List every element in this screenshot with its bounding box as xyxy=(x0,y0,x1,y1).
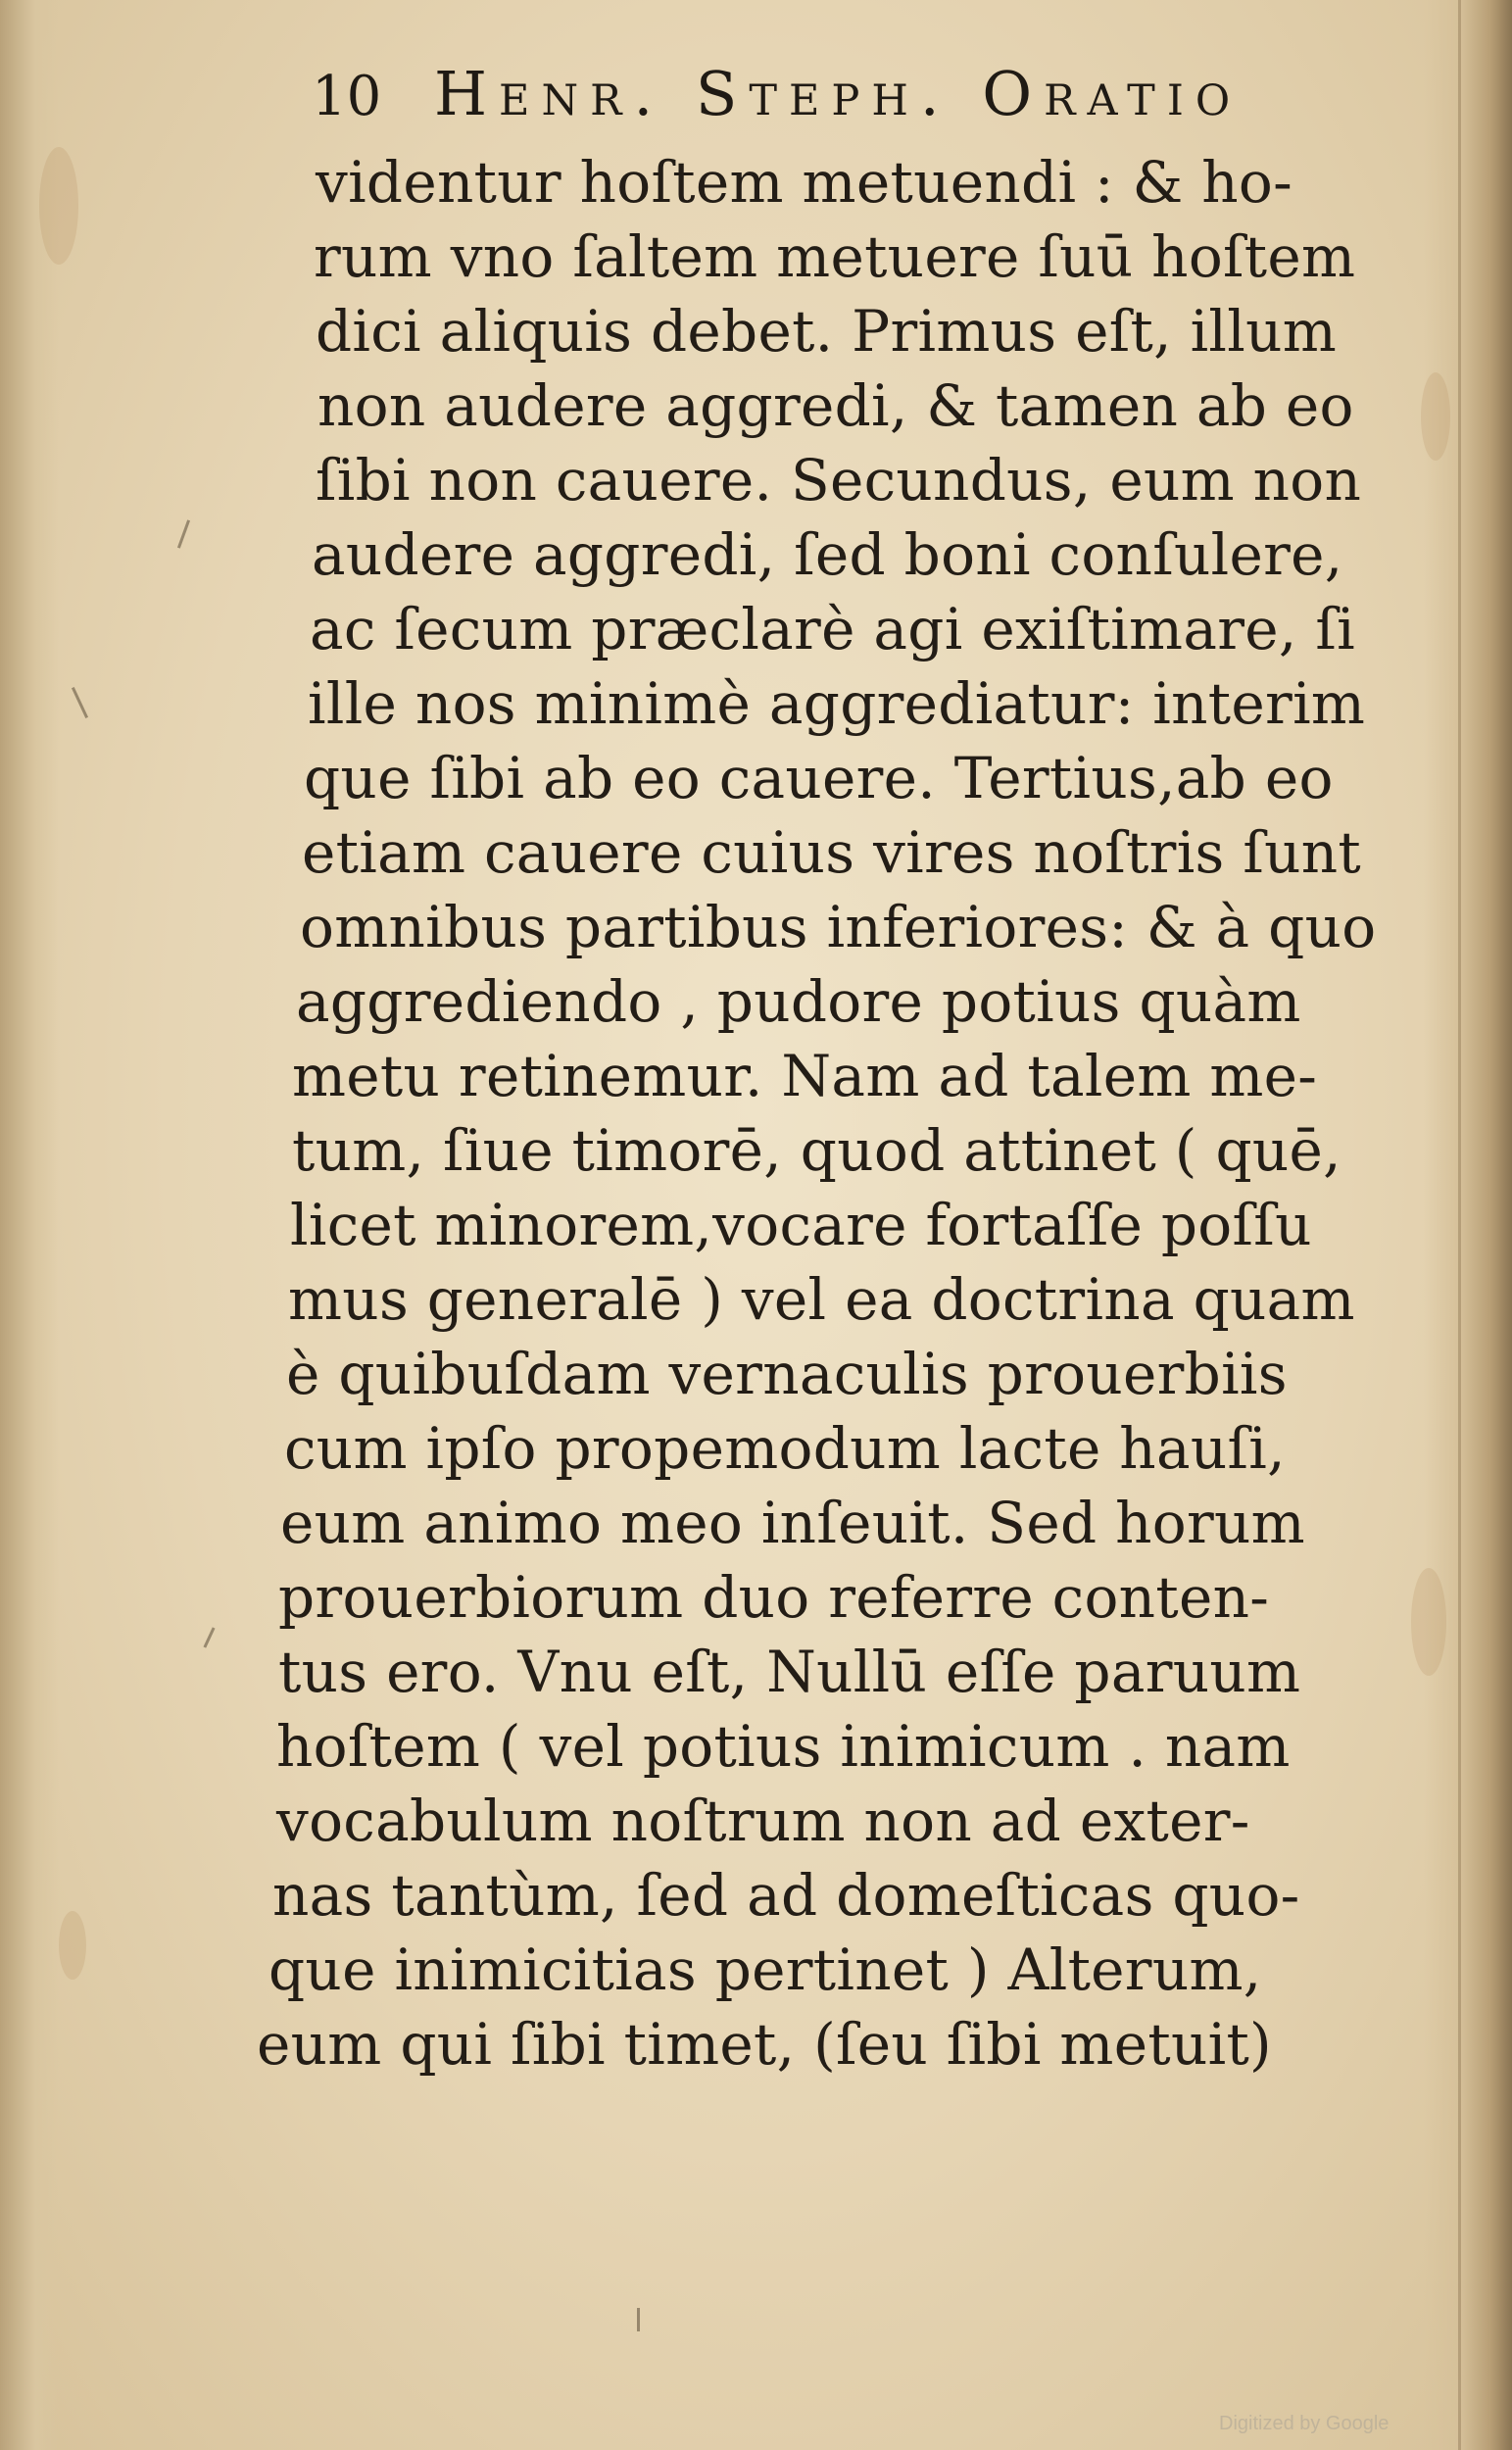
scan-mark xyxy=(637,2308,640,2331)
page-fold-line xyxy=(1458,0,1461,2450)
running-head xyxy=(312,55,1350,133)
text-line: vocabulum noſtrum non ad exter- xyxy=(276,1788,1250,1854)
text-line: licet minorem,vocare fortaſſe poſſu xyxy=(290,1192,1312,1258)
text-line: hoſtem ( vel potius inimicum . nam xyxy=(276,1713,1291,1780)
text-line: è quibuſdam vernaculis prouerbiis xyxy=(286,1341,1288,1407)
text-line: videntur hoſtem metuendi : & ho- xyxy=(316,149,1293,216)
text-line: ſibi non cauere. Secundus, eum non xyxy=(316,447,1362,514)
text-line: que inimicitias pertinet ) Alterum, xyxy=(268,1936,1262,2003)
paper-stain xyxy=(59,1911,86,1980)
scan-mark xyxy=(72,687,88,718)
running-title: Henr. Steph. Oratio xyxy=(433,58,1243,129)
text-line: mus generalē ) vel ea doctrina quam xyxy=(288,1266,1355,1333)
text-line: que ſibi ab eo cauere. Tertius,ab eo xyxy=(304,745,1334,811)
text-line: tum, ſiue timorē, quod attinet ( quē, xyxy=(292,1117,1341,1184)
text-line: eum animo meo inſeuit. Sed horum xyxy=(280,1490,1305,1556)
scan-mark xyxy=(177,519,190,548)
text-line: prouerbiorum duo referre conten- xyxy=(278,1564,1270,1631)
paper-stain xyxy=(39,147,78,265)
page-number: 10 xyxy=(312,65,382,128)
text-line: eum qui ſibi timet, (ſeu ſibi metuit) xyxy=(257,2011,1272,2078)
text-line: ille nos minimè aggrediatur: interim xyxy=(308,670,1366,737)
text-line: cum ipſo propemodum lacte hauſi, xyxy=(284,1415,1286,1482)
text-line: rum vno ſaltem metuere ſuū hoſtem xyxy=(314,223,1356,290)
scan-mark xyxy=(203,1627,215,1647)
digitization-watermark: Digitized by Google xyxy=(1219,2413,1390,2434)
paper-stain xyxy=(1421,372,1450,461)
paper-stain xyxy=(1411,1568,1446,1676)
text-line: dici aliquis debet. Primus eſt, illum xyxy=(316,298,1338,365)
page-left-edge xyxy=(0,0,59,2450)
page-right-edge xyxy=(1424,0,1512,2450)
text-line: aggrediendo , pudore potius quàm xyxy=(296,968,1301,1035)
text-line: audere aggredi, ſed boni conſulere, xyxy=(312,521,1343,588)
text-line: non audere aggredi, & tamen ab eo xyxy=(317,372,1354,439)
text-line: tus ero. Vnu eſt, Nullū eſſe paruum xyxy=(278,1639,1301,1705)
text-line: ac ſecum præclarè agi exiſtimare, ſi xyxy=(310,596,1355,662)
text-line: metu retinemur. Nam ad talem me- xyxy=(292,1043,1318,1109)
text-line: omnibus partibus inferiores: & à quo xyxy=(300,894,1377,960)
text-line: nas tantùm, ſed ad domeſticas quo- xyxy=(272,1862,1300,1929)
text-line: etiam cauere cuius vires noſtris ſunt xyxy=(302,819,1362,886)
